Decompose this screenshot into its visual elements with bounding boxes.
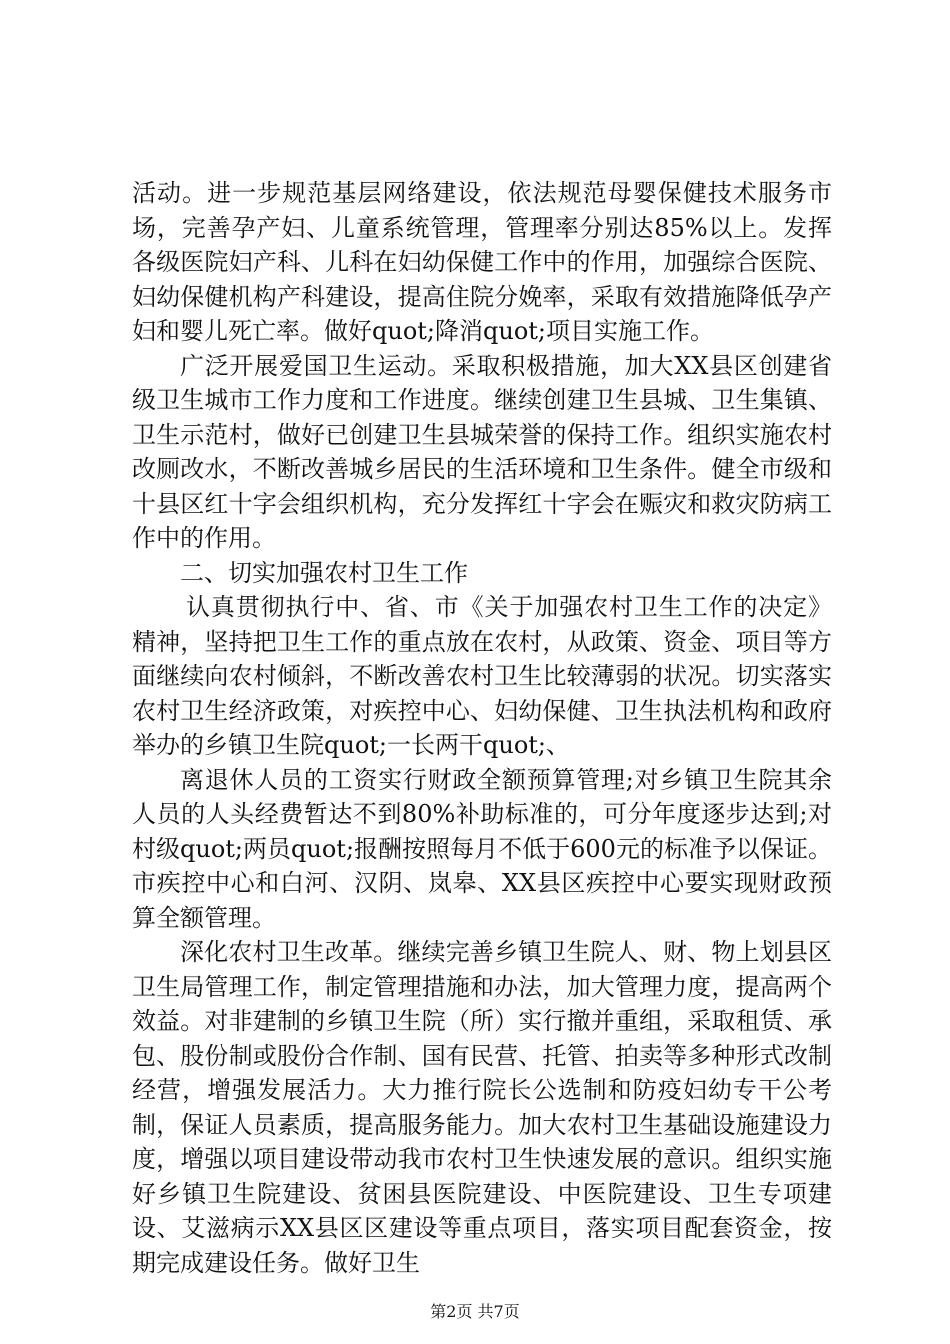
page-footer: 第2页 共7页 (430, 1302, 520, 1321)
paragraph-rural-health-decision: 认真贯彻执行中、省、市《关于加强农村卫生工作的决定》精神，坚持把卫生工作的重点放在农村，从政策、资金、项目等方面继续向农村倾斜，不断改善农村卫生比较薄弱的状况。切实落实农村卫生经济政策，对疾控中心、妇幼保健、卫生执法机构和政府举办的乡镇卫生院quot;一长两干quot;、 (132, 593, 832, 759)
document-body (132, 176, 832, 1280)
paragraph-patriotic-health: 广泛开展爱国卫生运动。采取积极措施，加大XX县区创建省级卫生城市工作力度和工作进度。继续创建卫生县城、卫生集镇、卫生示范村，做好已创建卫生县城荣誉的保持工作。组织实施农村改厕改水，不断改善城乡居民的生活环境和卫生条件。健全市级和十县区红十字会组织机构，充分发挥红十字会在赈灾和救灾防病工作中的作用。 (132, 351, 832, 552)
paragraph-maternal-health: 活动。进一步规范基层网络建设，依法规范母婴保健技术服务市场，完善孕产妇、儿童系统管理，管理率分别达85%以上。发挥各级医院妇产科、儿科在妇幼保健工作中的作用，加强综合医院、妇幼保健机构产科建设，提高住院分娩率，采取有效措施降低孕产妇和婴儿死亡率。做好quot;降消quot;项目实施工作。 (132, 179, 832, 345)
paragraph-retiree-funding: 离退休人员的工资实行财政全额预算管理;对乡镇卫生院其余人员的人头经费暂达不到80%补助标准的，可分年度逐步达到;对村级quot;两员quot;报酬按照每月不低于600元的标准予以保证。市疾控中心和白河、汉阴、岚皋、XX县区疾控中心要实现财政预算全额管理。 (132, 765, 832, 932)
paragraph-rural-reform: 深化农村卫生改革。继续完善乡镇卫生院人、财、物上划县区卫生局管理工作，制定管理措施和办法，加大管理力度，提高两个效益。对非建制的乡镇卫生院（所）实行撤并重组，采取租赁、承包、股份制或股份合作制、国有民营、托管、拍卖等多种形式改制经营，增强发展活力。大力推行院长公选制和防疫妇幼专干公考制，保证人员素质，提高服务能力。加大农村卫生基础设施建设力度，增强以项目建设带动我市农村卫生快速发展的意识。组织实施好乡镇卫生院建设、贫困县医院建设、中医院建设、卫生专项建设、艾滋病示XX县区区建设等重点项目，落实项目配套资金，按期完成建设任务。做好卫生 (132, 938, 832, 1277)
section-heading-rural-health: 二、切实加强农村卫生工作 (180, 558, 468, 587)
